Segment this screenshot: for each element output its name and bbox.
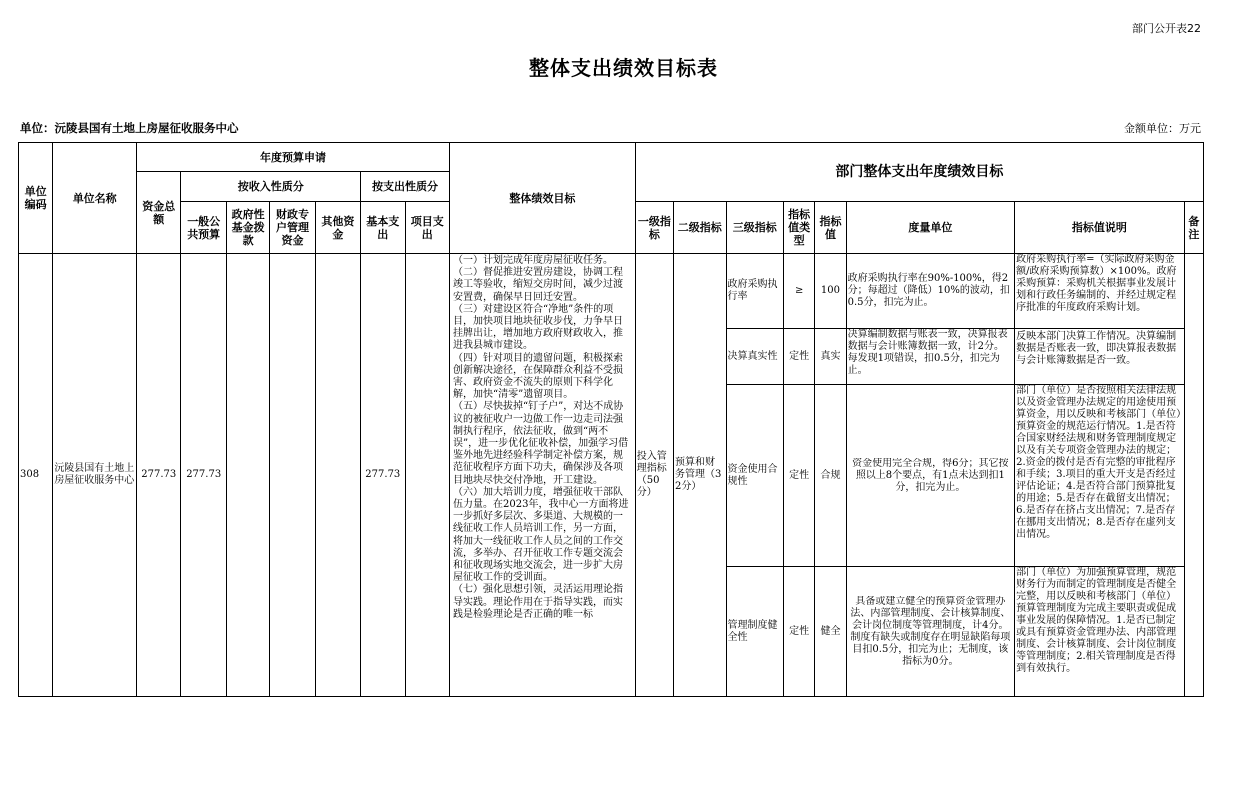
cell-desc — [1015, 329, 1185, 385]
header-remark: 备注 — [1184, 202, 1203, 254]
goal-item: （四）针对项目的遗留问题，积极探索创新解决途径，在保障群众利益不受损害、政府资金不流失的原则下科学化解，加快“清零”遗留项目。 — [453, 352, 623, 401]
header-level1: 一级指标 — [635, 202, 673, 254]
cell-gov-fund — [226, 254, 269, 697]
cell-project-expense — [405, 254, 450, 697]
cell-level2: 预算和财务管理（32分） — [674, 254, 726, 697]
unit-label: 单位：沅陵县国有土地上房屋征收服务中心 — [20, 121, 239, 135]
header-gov-fund: 政府性基金拨款 — [226, 202, 269, 254]
page-title: 整体支出绩效目标表 — [529, 56, 718, 80]
cell-unit-code: 308 — [19, 254, 53, 697]
cell-remark — [1184, 254, 1203, 697]
cell-value-type: 定性 — [784, 329, 815, 385]
header-by-expense: 按支出性质分 — [361, 172, 450, 202]
cell-value: 健全 — [815, 567, 846, 697]
header-overall-goal: 整体绩效目标 — [450, 143, 636, 254]
cell-general-budget: 277.73 — [181, 254, 226, 697]
header-measure: 度量单位 — [846, 202, 1015, 254]
table-number-label: 部门公开表22 — [1132, 22, 1201, 35]
table-row — [19, 254, 1204, 329]
header-desc: 指标值说明 — [1015, 202, 1185, 254]
header-dept-goal: 部门整体支出年度绩效目标 — [635, 143, 1203, 202]
cell-measure — [846, 567, 1015, 697]
cell-level3: 资金使用合规性 — [726, 385, 784, 567]
cell-fiscal-account — [270, 254, 315, 697]
header-level2: 二级指标 — [674, 202, 726, 254]
measure-text: 决算编制数据与账表一致，决算报表数据与会计账簿数据一致，计2分。每发现1项错误，扣0.5分，扣完为止。 — [847, 329, 1008, 376]
goal-item: （三）对建设区符合“净地”条件的项目，加快项目地块征收步伐，力争早日挂牌出让，增加地方政府财政收入，推进我县城市建设。 — [453, 303, 623, 352]
cell-level1: 投入管理指标（50分） — [635, 254, 673, 697]
goal-item: （五）尽快拔掉“钉子户”，对达不成协议的被征收户一边做工作一边走司法强制执行程序，依法征收，做到“两不误”，进一步优化征收补偿，加强学习借鉴外地先进经验科学制定补偿方案，规范征收程序方面下功夫，确保涉及各项目地块尽快交付净地，开工建设。 — [453, 401, 629, 486]
goal-item: （一）计划完成年度房屋征收任务。 — [453, 255, 613, 266]
desc-text: 部门（单位）是否按照相关法律法规以及资金管理办法规定的用途使用预算资金，用以反映和考核部门（单位）预算资金的规范运行情况。1.是否符合国家财经法规和财务管理制度规定以及有关专项资金管理办法的规定；2.资金的拨付是否有完整的审批程序和手续；3.项目的重大开支是否经过评估论证；4.是否符合部门预算批复的用途；5.是否存在截留支出情况；6.是否存在挤占支出情况；7.是否存在挪用支出情况；8.是否存在虚列支出情况。 — [1016, 385, 1182, 540]
cell-value: 合规 — [815, 385, 846, 567]
amount-unit-label: 金额单位：万元 — [1124, 122, 1201, 135]
header-total-funds: 资金总额 — [137, 172, 181, 254]
header-value: 指标值 — [815, 202, 846, 254]
header-fiscal-account: 财政专户管理资金 — [270, 202, 315, 254]
cell-basic-expense: 277.73 — [361, 254, 405, 697]
goal-item: （六）加大培训力度，增强征收干部队伍力量。在2023年，我中心一方面将进一步抓好多层次、多渠道、大规模的一线征收工作人员培训工作，另一方面，将加大一线征收工作人员之间的工作交流，多举办、召开征收工作专题交流会和征收现场实地交流会，进一步扩大房屋征收工作的受训面。 — [453, 486, 629, 584]
performance-table — [18, 142, 1204, 697]
cell-measure — [846, 254, 1015, 329]
cell-overall-goal — [450, 254, 636, 697]
cell-unit-name: 沅陵县国有土地上房屋征收服务中心 — [53, 254, 137, 697]
measure-text: 政府采购执行率在90%-100%，得2分；每超过（降低）10%的波动，扣0.5分，扣完为止。 — [847, 273, 1010, 308]
cell-value-type: ≥ — [784, 254, 815, 329]
cell-value-type: 定性 — [784, 567, 815, 697]
cell-value: 100 — [815, 254, 846, 329]
header-other-funds: 其他资金 — [315, 202, 360, 254]
goal-list — [451, 254, 634, 696]
cell-measure — [846, 385, 1015, 567]
cell-desc — [1015, 385, 1185, 567]
cell-value-type: 定性 — [784, 385, 815, 567]
header-by-income: 按收入性质分 — [181, 172, 361, 202]
goal-item: （二）督促推进安置房建设，协调工程竣工等验收，缩短交房时间，减少过渡安置费，确保早日回迁安置。 — [453, 267, 623, 303]
desc-text: 政府采购执行率=（实际政府采购金额/政府采购预算数）×100%。政府采购预算：采购机关根据事业发展计划和行政任务编制的、并经过规定程序批准的年度政府采购计划。 — [1016, 254, 1177, 313]
header-level3: 三级指标 — [726, 202, 784, 254]
header-project-expense: 项目支出 — [405, 202, 450, 254]
header-annual-budget: 年度预算申请 — [137, 143, 450, 172]
header-basic-expense: 基本支出 — [361, 202, 405, 254]
measure-text: 具备或建立健全的预算资金管理办法、内部管理制度、会计核算制度、会计岗位制度等管理制度，计4分。制度有缺失或制度存在明显缺陷每项目扣0.5分，扣完为止；无制度，该指标为0分。 — [850, 595, 1011, 667]
cell-level3: 政府采购执行率 — [726, 254, 784, 329]
cell-value: 真实 — [815, 329, 846, 385]
header-general-budget: 一般公共预算 — [181, 202, 226, 254]
header-unit-name: 单位名称 — [53, 143, 137, 254]
cell-level3: 管理制度健全性 — [726, 567, 784, 697]
desc-text: 部门（单位）为加强预算管理，规范财务行为而制定的管理制度是否健全完整，用以反映和考核部门（单位）预算管理制度为完成主要职责或促成事业发展的保障情况。1.是否已制定或具有预算资金管理办法、内部管理制度、会计核算制度、会计岗位制度等管理制度；2.相关管理制度是否得到有效执行。 — [1016, 567, 1177, 674]
desc-text: 反映本部门决算工作情况。决算编制数据是否账表一致，即决算报表数据与会计账簿数据是否一致。 — [1016, 331, 1177, 366]
cell-total-funds: 277.73 — [137, 254, 181, 697]
cell-level3: 决算真实性 — [726, 329, 784, 385]
cell-desc — [1015, 567, 1185, 697]
cell-measure — [846, 329, 1015, 385]
cell-other-funds — [315, 254, 360, 697]
header-unit-code: 单位编码 — [19, 143, 53, 254]
goal-item: （七）强化思想引领，灵活运用理论指导实践。理论作用在于指导实践，而实践是检验理论是否正确的唯一标 — [453, 584, 623, 620]
measure-text: 资金使用完全合规，得6分；其它按照以上8个要点，有1点未达到扣1分，扣完为止。 — [852, 457, 1009, 493]
cell-desc — [1015, 254, 1185, 329]
header-value-type: 指标值类型 — [784, 202, 815, 254]
